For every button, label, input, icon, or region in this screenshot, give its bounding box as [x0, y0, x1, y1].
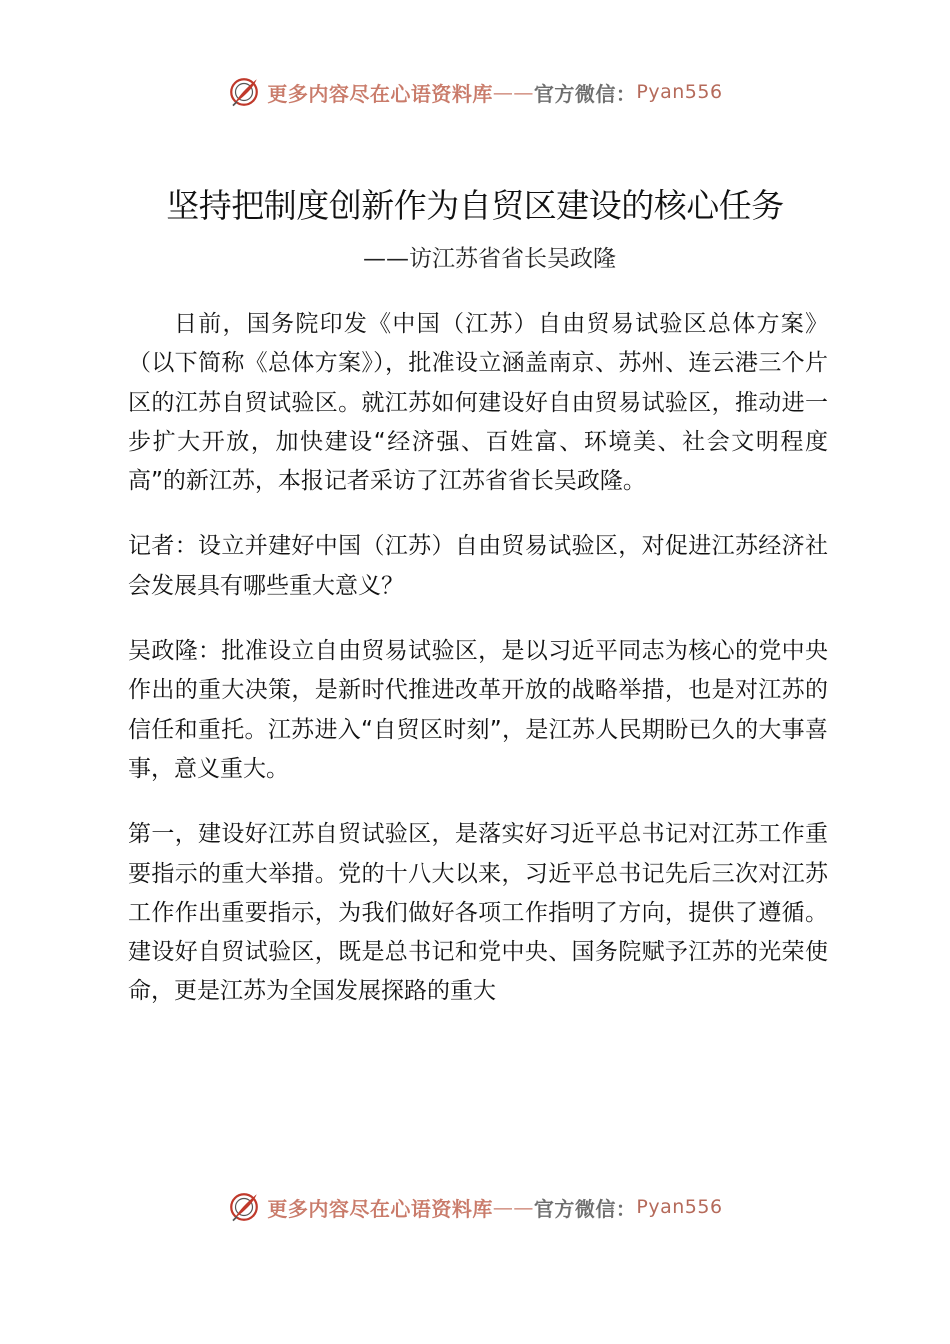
paragraph-answer: 吴政隆：批准设立自由贸易试验区，是以习近平同志为核心的党中央作出的重大决策，是新时代推进改革开放的战略举措，也是对江苏的信任和重托。江苏进入“自贸区时刻”，是江苏人民期盼已久的大事喜事，意义重大。 — [128, 638, 828, 782]
banner-dash: —— — [492, 1195, 534, 1219]
article-title: 坚持把制度创新作为自贸区建设的核心任务 — [166, 186, 784, 225]
paragraph-intro: 日前，国务院印发《中国（江苏）自由贸易试验区总体方案》（以下简称《总体方案》），批准设立涵盖南京、苏州、连云港三个片区的江苏自贸试验区。就江苏如何建设好自由贸易试验区，推动进一步扩大开放，加快建设“经济强、百姓富、环境美、社会文明程度高”的新江苏，本报记者采访了江苏省省长吴政隆。 — [128, 311, 828, 495]
footer-banner — [0, 1185, 950, 1229]
banner-wechat-label: 官方微信： — [533, 1196, 637, 1221]
quill-pen-logo-icon — [227, 75, 261, 109]
banner-dash: —— — [492, 80, 534, 104]
banner-wechat-id: Pyan556 — [636, 1196, 723, 1218]
paragraph-point-one: 第一，建设好江苏自贸试验区，是落实好习近平总书记对江苏工作重要指示的重大举措。党的十八大以来，习近平总书记先后三次对江苏工作作出重要指示，为我们做好各项工作指明了方向，提供了遵循。建设好自贸试验区，既是总书记和党中央、国务院赋予江苏的光荣使命，更是江苏为全国发展探路的重大 — [128, 821, 828, 1005]
banner-wechat-id: Pyan556 — [636, 81, 723, 103]
article-body — [128, 305, 828, 1038]
paragraph-question: 记者：设立并建好中国（江苏）自由贸易试验区，对促进江苏经济社会发展具有哪些重大意义？ — [128, 533, 828, 599]
banner-library-text: 更多内容尽在心语资料库 — [267, 1196, 493, 1221]
banner-library-text: 更多内容尽在心语资料库 — [267, 81, 493, 106]
header-banner — [0, 70, 950, 114]
quill-pen-logo-icon — [227, 1190, 261, 1224]
banner-wechat-label: 官方微信： — [533, 81, 637, 106]
article-subtitle: ——访江苏省省长吴政隆 — [363, 246, 616, 272]
